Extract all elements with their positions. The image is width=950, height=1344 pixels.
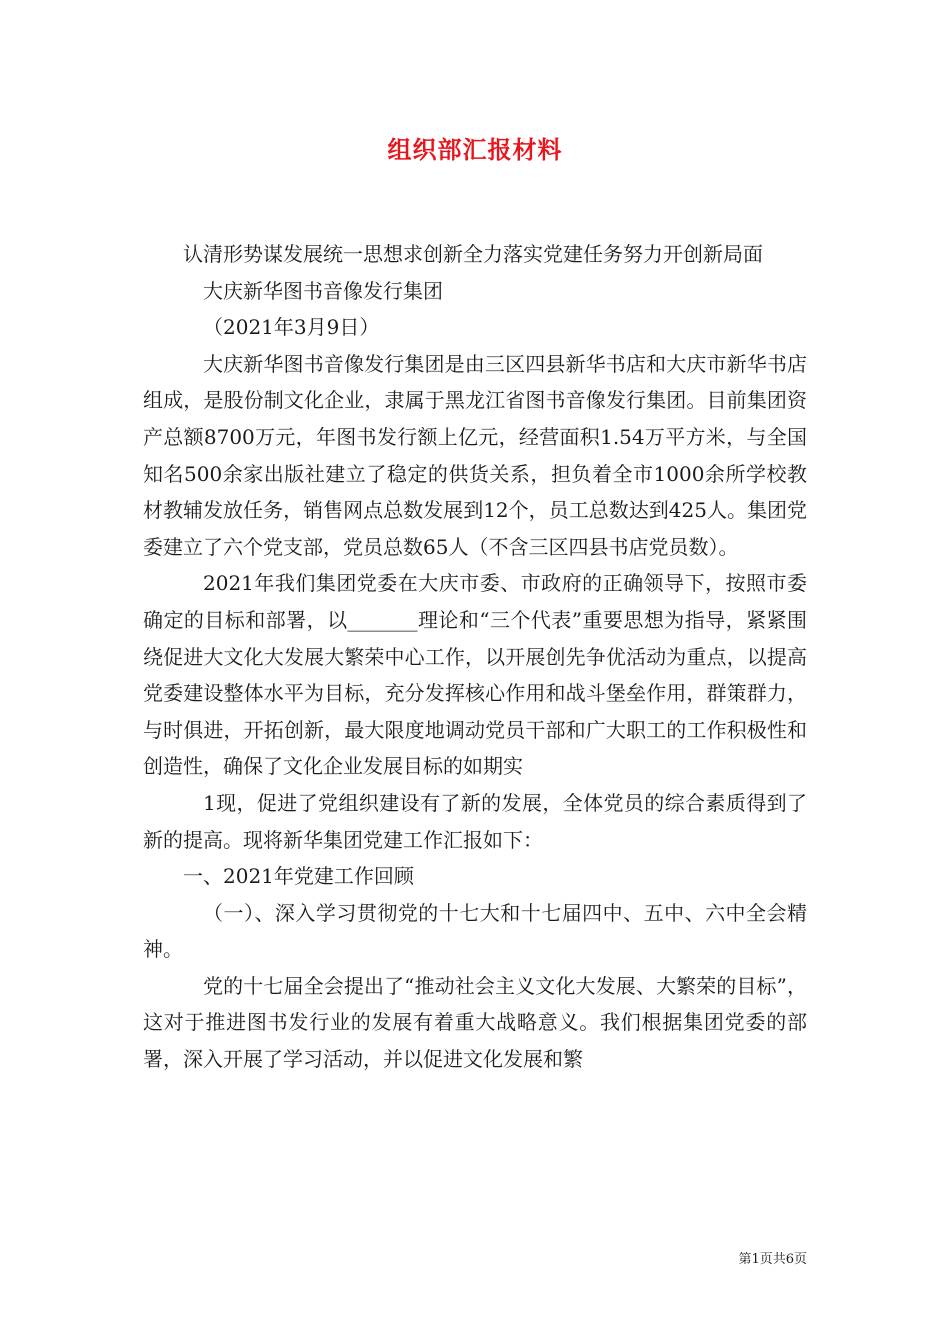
document-date: （2021年3月9日） (203, 315, 380, 340)
body-paragraph: 大庆新华图书音像发行集团是由三区四县新华书店和大庆市新华书店组成，是股份制文化企业，隶属于黑龙江省图书音像发行集团。目前集团资产总额8700万元，年图书发行额上亿元，经营面积1.54万平方米，与全国知名500余家出版社建立了稳定的供货关系，担负着全市1000余所学校教材教辅发放任务，销售网点总数发展到12个，员工总数达到425人。集团党委建立了六个党支部，党员总数65人（不含三区四县书店党员数）。 (143, 351, 807, 559)
page-number: 第1页共6页 (738, 1252, 807, 1267)
subtitle-heading: 认清形势谋发展统一思想求创新全力落实党建任务努力开创新局面 (183, 242, 763, 266)
document-title: 组织部汇报材料 (387, 135, 563, 164)
subsection-heading: （一）、深入学习贯彻党的十七大和十七届四中、五中、六中全会精神。 (143, 900, 807, 962)
section-heading: 一、2021年党建工作回顾 (183, 864, 414, 889)
organization-name: 大庆新华图书音像发行集团 (203, 278, 443, 303)
document-body (143, 236, 807, 1078)
body-paragraph: 党的十七届全会提出了“推动社会主义文化大发展、大繁荣的目标”，这对于推进图书发行业的发展有着重大战略意义。我们根据集团党委的部署，深入开展了学习活动，并以促进文化发展和繁 (143, 973, 807, 1072)
body-paragraph: 2021年我们集团党委在大庆市委、市政府的正确领导下，按照市委确定的目标和部署，以_______理论和“三个代表”重要思想为指导，紧紧围绕促进大文化大发展大繁荣中心工作，以开展创先争优活动为重点，以提高党委建设整体水平为目标，充分发挥核心作用和战斗堡垒作用，群策群力，与时俱进，开拓创新，最大限度地调动党员干部和广大职工的工作积极性和创造性，确保了文化企业发展目标的如期实 (143, 571, 807, 779)
body-paragraph: 1现，促进了党组织建设有了新的发展，全体党员的综合素质得到了新的提高。现将新华集团党建工作汇报如下： (143, 790, 807, 852)
